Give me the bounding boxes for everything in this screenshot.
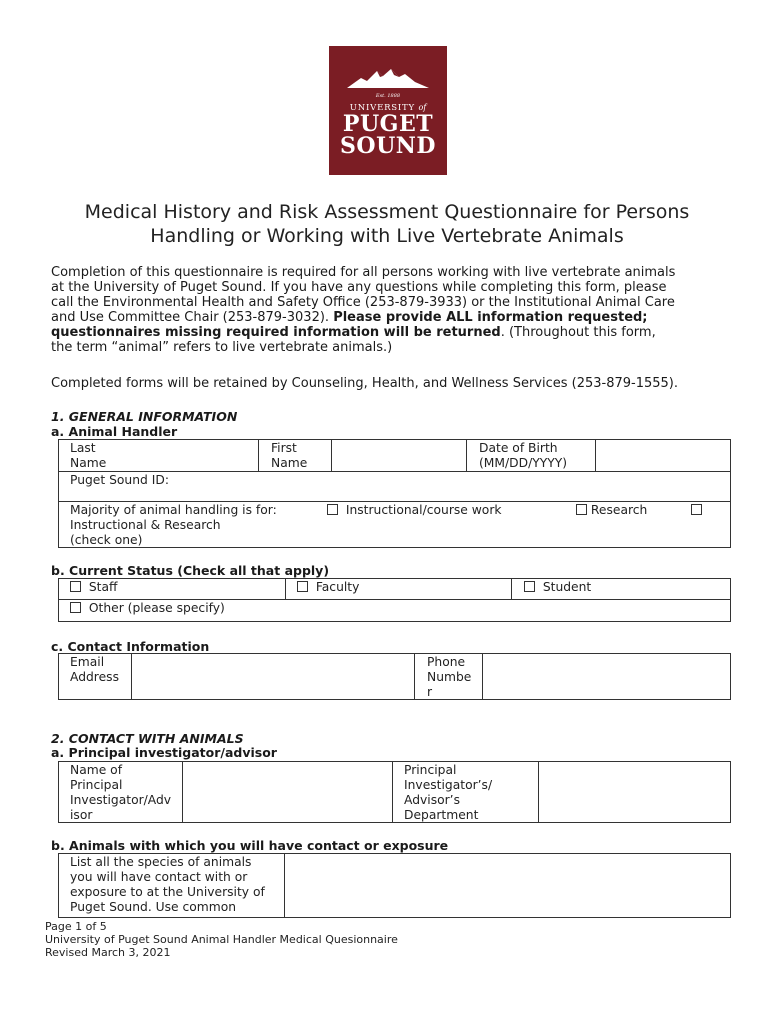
research-option[interactable]: Research [576,503,647,518]
instructional-option[interactable]: Instructional/course work [327,503,502,518]
principal-investigator-heading: a. Principal investigator/advisor [51,745,277,760]
animals-contact-heading: b. Animals with which you will have contact or exposure [51,838,449,853]
status-staff[interactable]: Staff [70,580,117,595]
logo-est: Est. 1888 [375,93,401,99]
intro-line-2: at the University of Puget Sound. If you have any questions while completing this form, please [51,280,667,295]
intro-line-1: Completion of this questionnaire is required for all persons working with live vertebrate animals [51,265,676,280]
current-status-table [58,578,731,622]
instructional-research-option[interactable] [691,503,702,518]
retention-notice: Completed forms will be retained by Counseling, Health, and Wellness Services (253-879-1555). [51,376,679,391]
other-checkbox[interactable] [70,602,81,613]
status-student[interactable]: Student [524,580,591,595]
species-input[interactable] [287,855,727,917]
student-checkbox[interactable] [524,581,535,592]
animal-handler-table [58,439,731,548]
logo-puget: PUGET [342,111,434,137]
email-label: Email Address [70,655,119,684]
pi-name-label: Name of Principal Investigator/Adv isor [70,763,172,822]
contact-info-heading: c. Contact Information [51,639,210,654]
contact-info-table [58,653,731,700]
section-1-heading: 1. GENERAL INFORMATION [51,409,238,424]
dob-label: Date of Birth (MM/DD/YYYY) [479,441,568,470]
faculty-checkbox[interactable] [297,581,308,592]
mountain-logo-icon [347,68,429,90]
footer-document-name: University of Puget Sound Animal Handler Medical Quesionnaire [45,933,398,946]
page-title-line-2: Handling or Working with Live Vertebrate Animals [150,225,624,247]
logo-university: UNIVERSITY of [349,103,427,113]
last-name-label: Last Name [70,441,107,470]
animal-handler-heading: a. Animal Handler [51,424,178,439]
dob-input[interactable] [598,441,728,469]
pi-department-label: Principal Investigator’s/ Advisor’s Department [404,763,493,822]
intro-line-4: and Use Committee Chair (253-879-3032). Please provide ALL information requested; [51,310,648,325]
page-title-line-1: Medical History and Risk Assessment Questionnaire for Persons [84,201,690,223]
instructional-checkbox[interactable] [327,504,338,515]
pi-name-input[interactable] [185,763,390,821]
last-name-input[interactable] [134,441,254,469]
university-logo [329,46,447,175]
animals-species-table [58,853,731,918]
status-other[interactable]: Other (please specify) [70,601,225,616]
intro-line-5: questionnaires missing required information will be returned. (Throughout this form, [51,325,656,340]
first-name-label: First Name [271,441,308,470]
phone-label: Phone Numbe r [427,655,472,699]
research-checkbox[interactable] [576,504,587,515]
status-faculty[interactable]: Faculty [297,580,359,595]
current-status-heading: b. Current Status (Check all that apply) [51,563,330,578]
majority-label: Majority of animal handling is for: Instructional & Research (check one) [70,503,277,547]
first-name-input[interactable] [334,441,464,469]
species-label: List all the species of animals you will have contact with or exposure to at the University of Puget Sound. Use common [70,855,265,914]
instructional-research-checkbox[interactable] [691,504,702,515]
phone-input[interactable] [485,655,728,698]
puget-sound-id-field[interactable]: Puget Sound ID: [70,473,169,487]
footer-revised-date: Revised March 3, 2021 [45,946,171,959]
logo-sound: SOUND [340,133,436,159]
pi-department-input[interactable] [541,763,728,821]
staff-checkbox[interactable] [70,581,81,592]
intro-line-6: the term “animal” refers to live vertebrate animals.) [51,340,393,355]
principal-investigator-table [58,761,731,823]
species-table-bottom-border [58,917,731,918]
email-input[interactable] [134,655,412,698]
footer-page-number: Page 1 of 5 [45,920,107,933]
intro-line-3: call the Environmental Health and Safety Office (253-879-3933) or the Institutional Animal Care [51,295,675,310]
section-2-heading: 2. CONTACT WITH ANIMALS [51,731,244,746]
